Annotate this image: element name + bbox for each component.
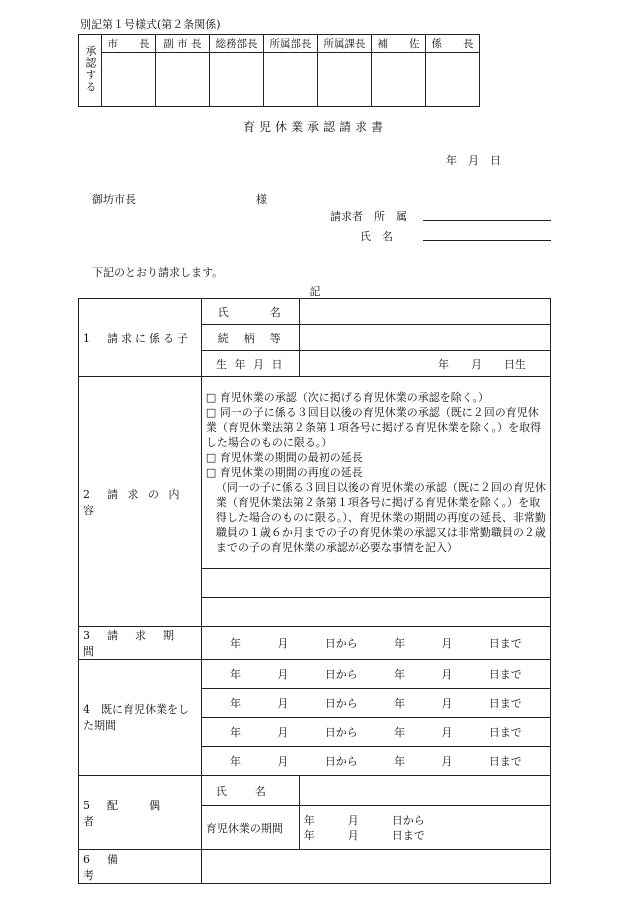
circumstance-note: （同一の子に係る３回目以後の育児休業の承認（既に２回の育児休業（育児休業法第２条第１項各号に掲げる育児休業を除く。）を取得した場合のものに限る。）、育児休業の期間の再度の延長、非常勤職員の１歳６か月までの子の育児休業の承認又は非常勤職員の２歳までの子の育児休業の承認が必要な事情を記入） xyxy=(215,481,546,554)
approval-header: 所属部長 xyxy=(264,35,318,53)
child-birthdate-field[interactable]: 年 月 日生 xyxy=(299,351,550,377)
date-line: 年 月 日 xyxy=(446,154,501,167)
document-title: 育児休業承認請求書 xyxy=(242,120,387,134)
approval-header: 所属課長 xyxy=(318,35,372,53)
request-content-options xyxy=(201,377,550,569)
approval-seal-box[interactable] xyxy=(264,53,318,107)
request-table xyxy=(78,298,551,884)
child-birthdate-label: 生 年 月 日 xyxy=(201,351,299,377)
child-relation-field[interactable] xyxy=(299,325,550,351)
child-name-field[interactable] xyxy=(299,299,550,325)
option-first-extension[interactable]: □ 育児休業の期間の最初の延長 xyxy=(205,451,363,464)
approval-label: 承認する xyxy=(79,35,102,107)
approval-seal-box[interactable] xyxy=(318,53,372,107)
past-period-field[interactable]: 年 月 日から 年 月 日まで xyxy=(201,718,550,747)
section4-label: 4 既に育児休業をした期間 xyxy=(79,660,202,776)
spouse-period-field[interactable]: 年 月 日から 年 月 日まで xyxy=(299,806,550,850)
approval-header: 補 佐 xyxy=(372,35,426,53)
spouse-name-field[interactable] xyxy=(299,776,550,806)
child-name-label: 氏 名 xyxy=(201,299,299,325)
approval-header: 副 市 長 xyxy=(156,35,210,53)
past-period-field[interactable]: 年 月 日から 年 月 日まで xyxy=(201,747,550,776)
child-relation-label: 続 柄 等 xyxy=(201,325,299,351)
intro-text: 下記のとおり請求します。 xyxy=(92,266,224,279)
remarks-field[interactable] xyxy=(201,850,550,884)
approval-header: 係 長 xyxy=(426,35,480,53)
applicant-affiliation-field[interactable] xyxy=(423,208,551,221)
applicant-name-field[interactable] xyxy=(423,228,551,241)
circumstance-field[interactable] xyxy=(201,569,550,598)
spouse-period-label: 育児休業の期間 xyxy=(201,806,299,850)
past-period-field[interactable]: 年 月 日から 年 月 日まで xyxy=(201,689,550,718)
past-period-field[interactable]: 年 月 日から 年 月 日まで xyxy=(201,660,550,689)
addressee: 御坊市長 xyxy=(92,193,136,206)
option-approval[interactable]: □ 育児休業の承認（次に掲げる育児休業の承認を除く。） xyxy=(205,391,490,404)
ki-heading: 記 xyxy=(309,285,321,298)
approval-stamp-table xyxy=(78,34,480,107)
circumstance-field[interactable] xyxy=(201,598,550,627)
section3-label: 3 請 求 期 間 xyxy=(79,627,202,660)
approval-seal-box[interactable] xyxy=(210,53,264,107)
form-id: 別記第１号様式(第２条関係) xyxy=(80,18,221,31)
approval-header: 市 長 xyxy=(102,35,156,53)
section2-label: 2 請 求 の 内 容 xyxy=(79,377,202,627)
section1-label: 1 請求に係る子 xyxy=(79,299,202,377)
approval-seal-box[interactable] xyxy=(372,53,426,107)
section6-label: 6 備 考 xyxy=(79,850,202,884)
request-period-field[interactable]: 年 月 日から 年 月 日まで xyxy=(201,627,550,660)
section5-label: 5 配 偶 者 xyxy=(79,776,202,850)
spouse-name-label: 氏 名 xyxy=(201,776,299,806)
option-second-extension[interactable]: □ 育児休業の期間の再度の延長 xyxy=(205,466,363,479)
approval-seal-box[interactable] xyxy=(156,53,210,107)
applicant-affiliation-label: 請求者 所 属 xyxy=(330,210,407,223)
approval-seal-box[interactable] xyxy=(102,53,156,107)
approval-header: 総務部長 xyxy=(210,35,264,53)
approval-seal-box[interactable] xyxy=(426,53,480,107)
option-third-approval[interactable]: □ 同一の子に係る３回目以後の育児休業の承認（既に２回の育児休業（育児休業法第２条第１項各号に掲げる育児休業を除く。）を取得した場合のものに限る。） xyxy=(205,406,542,449)
honorific: 様 xyxy=(256,193,267,206)
applicant-name-label: 氏 名 xyxy=(360,230,393,243)
